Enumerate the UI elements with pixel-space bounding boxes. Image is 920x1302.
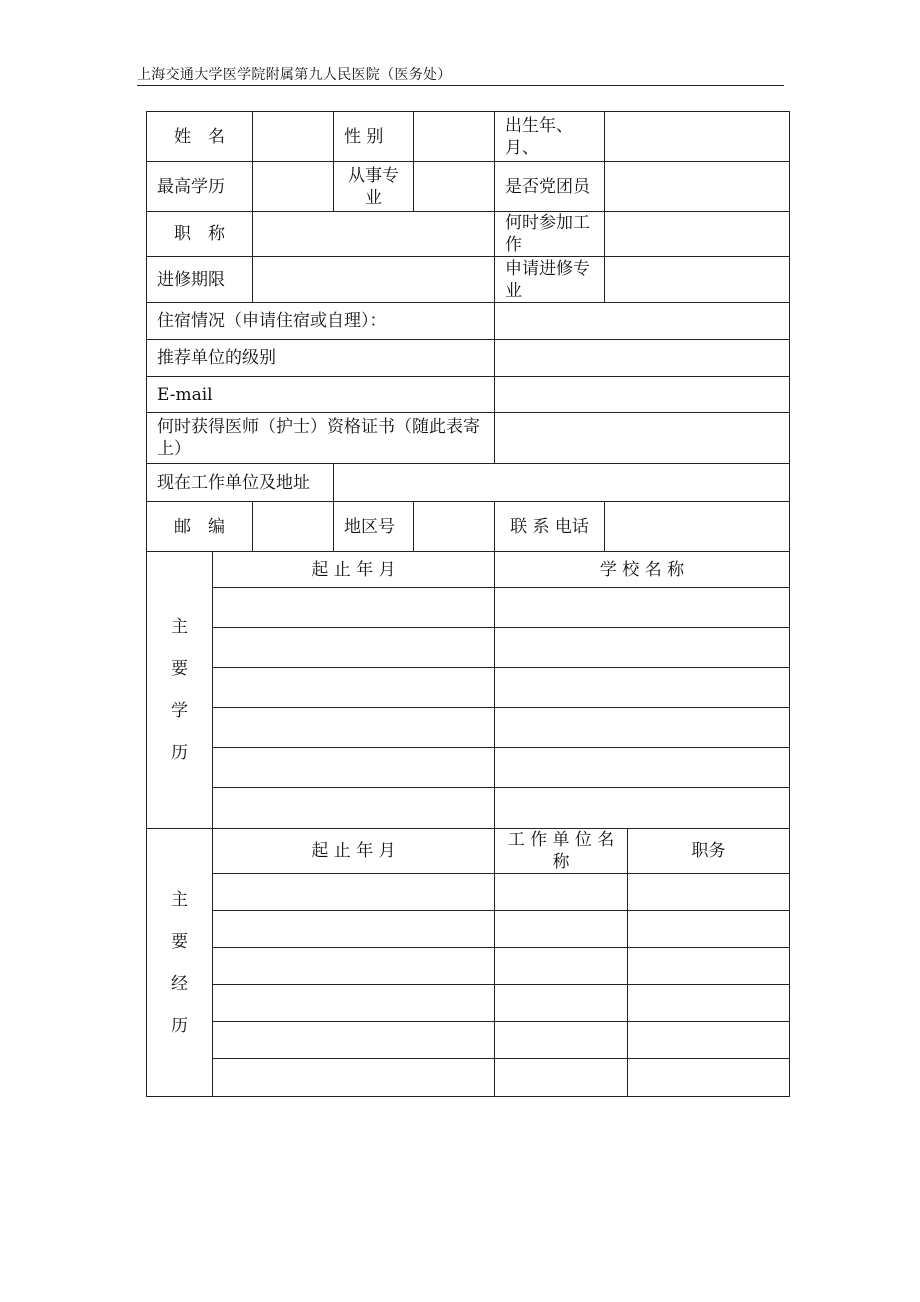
section-char: 主 <box>171 889 188 910</box>
section-char: 经 <box>171 973 188 994</box>
title-field[interactable] <box>253 212 495 257</box>
workplace-label: 现在工作单位及地址 <box>147 464 334 502</box>
education-field[interactable] <box>253 162 334 212</box>
section-char: 要 <box>171 659 188 679</box>
education-school-header: 学 校 名 称 <box>495 552 790 588</box>
license-date-label: 何时获得医师（护士）资格证书（随此表寄上） <box>147 413 495 464</box>
section-char: 要 <box>171 931 188 952</box>
birth-label: 出生年、月、 <box>495 112 605 162</box>
experience-unit-cell[interactable] <box>495 948 628 985</box>
experience-unit-cell[interactable] <box>495 985 628 1022</box>
period-field[interactable] <box>253 257 495 303</box>
gender-field[interactable] <box>414 112 495 162</box>
areacode-label: 地区号 <box>334 502 414 552</box>
section-char: 学 <box>171 701 188 721</box>
education-school-cell[interactable] <box>495 628 790 668</box>
apply-major-label: 申请进修专业 <box>495 257 605 303</box>
experience-period-cell[interactable] <box>213 911 495 948</box>
postcode-label: 邮 编 <box>147 502 253 552</box>
document-header: 上海交通大学医学院附属第九人民医院（医务处） <box>137 67 452 83</box>
birth-field[interactable] <box>605 112 790 162</box>
experience-position-header: 职务 <box>628 829 790 874</box>
education-period-cell[interactable] <box>213 788 495 829</box>
education-period-cell[interactable] <box>213 668 495 708</box>
education-school-cell[interactable] <box>495 708 790 748</box>
education-label: 最高学历 <box>147 162 253 212</box>
education-school-cell[interactable] <box>495 668 790 708</box>
experience-position-cell[interactable] <box>628 1022 790 1059</box>
experience-period-cell[interactable] <box>213 1022 495 1059</box>
email-label: E-mail <box>147 377 495 413</box>
experience-period-cell[interactable] <box>213 985 495 1022</box>
areacode-field[interactable] <box>414 502 495 552</box>
experience-position-cell[interactable] <box>628 874 790 911</box>
education-section-title <box>147 552 213 829</box>
email-field[interactable] <box>495 377 790 413</box>
specialty-label: 从事专业 <box>334 162 414 212</box>
recommend-level-field[interactable] <box>495 340 790 377</box>
lodging-label: 住宿情况（申请住宿或自理）： <box>147 303 495 340</box>
period-label: 进修期限 <box>147 257 253 303</box>
experience-unit-cell[interactable] <box>495 1022 628 1059</box>
education-school-cell[interactable] <box>495 748 790 788</box>
experience-position-cell[interactable] <box>628 985 790 1022</box>
experience-unit-header: 工 作 单 位 名 称 <box>495 829 628 874</box>
postcode-field[interactable] <box>253 502 334 552</box>
experience-position-cell[interactable] <box>628 948 790 985</box>
education-school-cell[interactable] <box>495 788 790 829</box>
experience-period-header: 起 止 年 月 <box>213 829 495 874</box>
experience-period-cell[interactable] <box>213 1059 495 1097</box>
header-divider <box>137 85 784 86</box>
license-date-field[interactable] <box>495 413 790 464</box>
lodging-field[interactable] <box>495 303 790 340</box>
name-field[interactable] <box>253 112 334 162</box>
phone-label: 联 系 电话 <box>495 502 605 552</box>
experience-position-cell[interactable] <box>628 1059 790 1097</box>
education-period-cell[interactable] <box>213 708 495 748</box>
apply-major-field[interactable] <box>605 257 790 303</box>
party-member-label: 是否党团员 <box>495 162 605 212</box>
education-period-cell[interactable] <box>213 588 495 628</box>
work-start-label: 何时参加工作 <box>495 212 605 257</box>
experience-section-title <box>147 829 213 1097</box>
section-char: 主 <box>171 617 188 637</box>
recommend-level-label: 推荐单位的级别 <box>147 340 495 377</box>
gender-label: 性 别 <box>334 112 414 162</box>
title-label: 职 称 <box>147 212 253 257</box>
work-start-field[interactable] <box>605 212 790 257</box>
experience-unit-cell[interactable] <box>495 1059 628 1097</box>
education-period-header: 起 止 年 月 <box>213 552 495 588</box>
experience-unit-cell[interactable] <box>495 911 628 948</box>
section-char: 历 <box>171 1015 188 1036</box>
education-period-cell[interactable] <box>213 628 495 668</box>
experience-period-cell[interactable] <box>213 874 495 911</box>
experience-position-cell[interactable] <box>628 911 790 948</box>
name-label: 姓 名 <box>147 112 253 162</box>
application-form-table <box>146 111 790 1097</box>
experience-unit-cell[interactable] <box>495 874 628 911</box>
section-char: 历 <box>171 743 188 763</box>
experience-period-cell[interactable] <box>213 948 495 985</box>
education-period-cell[interactable] <box>213 748 495 788</box>
party-member-field[interactable] <box>605 162 790 212</box>
specialty-field[interactable] <box>414 162 495 212</box>
workplace-field[interactable] <box>334 464 790 502</box>
education-school-cell[interactable] <box>495 588 790 628</box>
phone-field[interactable] <box>605 502 790 552</box>
